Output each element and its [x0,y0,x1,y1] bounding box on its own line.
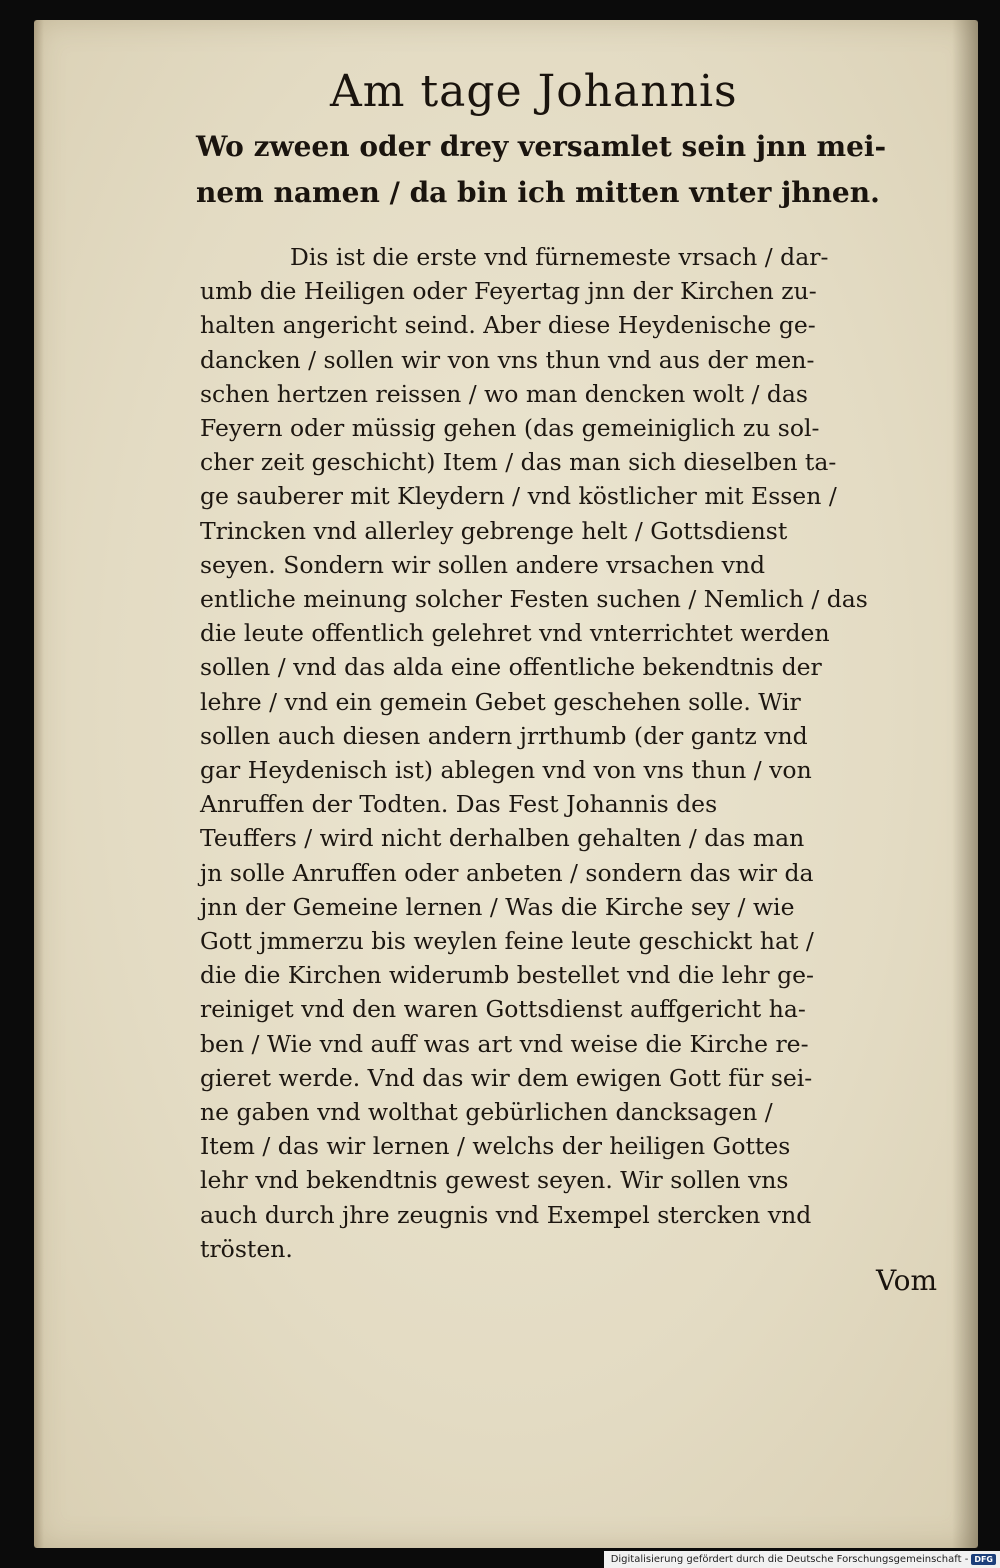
text-line: lehr vnd bekendtnis gewest seyen. Wir sollen vns [200,1166,789,1195]
subheading-line: nem namen / da bin ich mitten vnter jhnen. [196,176,880,209]
text-line: jn solle Anruffen oder anbeten / sondern das wir da [200,858,814,887]
text-line: Item / das wir lernen / welchs der heiligen Gottes [200,1132,791,1161]
gutter-shadow [952,20,978,1548]
text-line: Dis ist die erste vnd fürnemeste vrsach / dar- [290,243,829,271]
digitization-footer [604,1551,1000,1568]
text-line: jnn der Gemeine lernen / Was die Kirche sey / wie [200,892,795,921]
text-line: Teuffers / wird nicht derhalben gehalten / das man [200,824,805,853]
page-subheading [196,124,936,216]
text-line: cher zeit geschicht) Item / das man sich dieselben ta- [200,448,837,477]
text-line: sollen auch diesen andern jrrthumb (der gantz vnd [200,721,808,750]
text-line: Feyern oder müssig gehen (das gemeiniglich zu sol- [200,414,820,443]
page-heading: Am tage Johannis [330,66,738,117]
text-line: Trincken vnd allerley gebrenge helt / Gottsdienst [200,516,788,545]
text-line: reiniget vnd den waren Gottsdienst auffgericht ha- [200,995,806,1024]
footer-text: Digitalisierung gefördert durch die Deutsche Forschungsgemeinschaft - [610,1554,969,1565]
text-line: ben / Wie vnd auff was art vnd weise die Kirche re- [200,1029,809,1058]
text-line: die leute offentlich gelehret vnd vnterrichtet werden [200,619,830,648]
text-line: Anruffen der Todten. Das Fest Johannis des [200,790,718,819]
body-text [200,240,930,1266]
subheading-line: Wo zween oder drey versamlet sein jnn mei- [196,130,887,163]
text-line: trösten. [200,1234,293,1263]
text-line: die die Kirchen widerumb bestellet vnd die lehr ge- [200,961,814,990]
page-edge-shadow [34,20,44,1548]
text-line: Gott jmmerzu bis weylen feine leute geschickt hat / [200,927,814,956]
text-line: dancken / sollen wir von vns thun vnd aus der men- [200,345,815,374]
text-line: ne gaben vnd wolthat gebürlichen dancksagen / [200,1098,773,1127]
text-line: halten angericht seind. Aber diese Heydenische ge- [200,311,816,340]
dfg-logo-icon: DFG [971,1554,996,1565]
text-line: sollen / vnd das alda eine offentliche bekendtnis der [200,653,822,682]
catchword: Vom [876,1264,938,1297]
text-line: ge sauberer mit Kleydern / vnd köstlicher mit Essen / [200,482,837,511]
text-line: gieret werde. Vnd das wir dem ewigen Gott für sei- [200,1063,813,1092]
text-line: seyen. Sondern wir sollen andere vrsachen vnd [200,550,766,579]
text-line: schen hertzen reissen / wo man dencken wolt / das [200,379,808,408]
text-line: gar Heydenisch ist) ablegen vnd von vns thun / von [200,756,812,785]
text-line: lehre / vnd ein gemein Gebet geschehen solle. Wir [200,687,801,716]
text-line: auch durch jhre zeugnis vnd Exempel stercken vnd [200,1200,812,1229]
text-line: umb die Heiligen oder Feyertag jnn der Kirchen zu- [200,277,817,306]
text-line: entliche meinung solcher Festen suchen / Nemlich / das [200,585,868,614]
